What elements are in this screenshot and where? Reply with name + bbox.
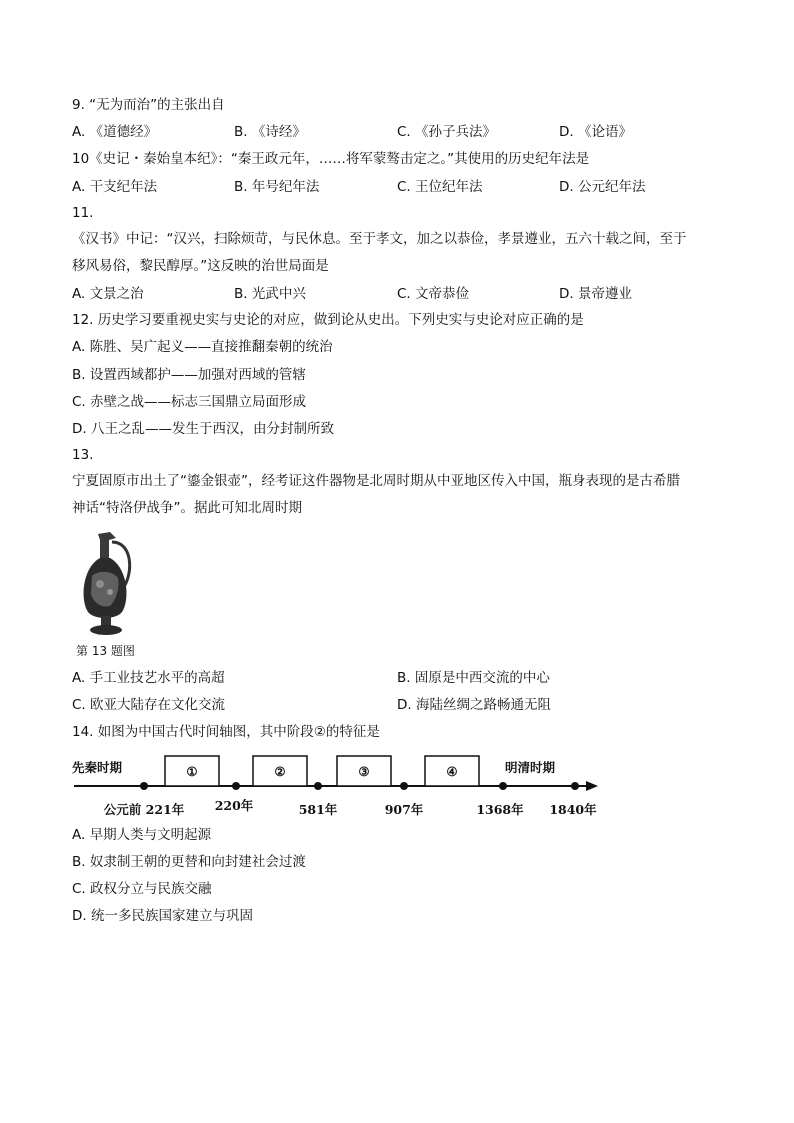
q11-option-c: C. 文帝恭俭 — [397, 286, 470, 302]
q13-option-c: C. 欧亚大陆存在文化交流 — [72, 697, 226, 713]
timeline-tick-6: 1840年 — [549, 802, 597, 817]
history-timeline — [70, 748, 610, 828]
timeline-tick-5: 1368年 — [476, 802, 524, 817]
q12-option-c: C. 赤壁之战——标志三国鼎立局面形成 — [72, 394, 307, 410]
q14-stem: 14. 如图为中国古代时间轴图，其中阶段②的特征是 — [72, 724, 380, 740]
timeline-arrow-icon — [586, 781, 598, 791]
q13-option-a: A. 手工业技艺水平的高超 — [72, 670, 225, 686]
timeline-tick-4: 907年 — [384, 802, 424, 817]
timeline-tick-2: 220年 — [214, 798, 254, 813]
q9-option-c: C. 《孙子兵法》 — [397, 124, 497, 140]
timeline-dot-1 — [140, 782, 148, 790]
q9-option-b: B. 《诗经》 — [234, 124, 306, 140]
q14-option-c: C. 政权分立与民族交融 — [72, 881, 212, 897]
q12-option-b: B. 设置西域都护——加强对西域的管辖 — [72, 367, 306, 383]
timeline-dot-3 — [314, 782, 322, 790]
q9-option-a: A. 《道德经》 — [72, 124, 158, 140]
timeline-right-label: 明清时期 — [505, 760, 556, 775]
q12-option-d: D. 八王之乱——发生于西汉，由分封制所致 — [72, 421, 334, 437]
q9-stem: 9. “无为而治”的主张出自 — [72, 97, 225, 113]
timeline-tick-3: 581年 — [298, 802, 338, 817]
q13-number: 13. — [72, 447, 94, 463]
timeline-dot-6 — [571, 782, 579, 790]
q12-stem: 12. 历史学习要重视史实与史论的对应，做到论从史出。下列史实与史论对应正确的是 — [72, 312, 584, 328]
timeline-dot-4 — [400, 782, 408, 790]
q13-stem-line2: 神话“特洛伊战争”。据此可知北周时期 — [72, 500, 302, 516]
timeline-dot-2 — [232, 782, 240, 790]
q11-option-b: B. 光武中兴 — [234, 286, 306, 302]
q11-stem-line2: 移风易俗，黎民醇厚。”这反映的治世局面是 — [72, 258, 329, 274]
q14-option-a: A. 早期人类与文明起源 — [72, 827, 212, 843]
q10-option-b: B. 年号纪年法 — [234, 179, 320, 195]
timeline-box-1-label: ① — [186, 764, 198, 779]
timeline-tick-1: 公元前 221年 — [103, 802, 185, 817]
timeline-box-2-label: ② — [274, 764, 286, 779]
q11-stem-line1: 《汉书》中记：“汉兴，扫除烦苛，与民休息。至于孝文，加之以恭俭，孝景遵业，五六十载之间，至于 — [72, 231, 687, 247]
timeline-left-label: 先秦时期 — [72, 760, 123, 775]
q10-stem: 10《史记・秦始皇本纪》：“秦王政元年，……将军蒙骜击定之。”其使用的历史纪年法是 — [72, 151, 590, 167]
timeline-box-3-label: ③ — [358, 764, 370, 779]
q12-option-a: A. 陈胜、吴广起义——直接推翻秦朝的统治 — [72, 339, 333, 355]
q14-option-b: B. 奴隶制王朝的更替和向封建社会过渡 — [72, 854, 306, 870]
timeline-box-4-label: ④ — [446, 764, 458, 779]
gilt-silver-ewer-image — [76, 528, 138, 640]
q13-option-b: B. 固原是中西交流的中心 — [397, 670, 550, 686]
q11-option-d: D. 景帝遵业 — [559, 286, 632, 302]
q10-option-d: D. 公元纪年法 — [559, 179, 646, 195]
q13-option-d: D. 海陆丝绸之路畅通无阻 — [397, 697, 551, 713]
q11-number: 11. — [72, 205, 94, 221]
timeline-dot-5 — [499, 782, 507, 790]
figure-caption: 第 13 题图 — [76, 644, 135, 658]
q13-stem-line1: 宁夏固原市出土了“鎏金银壶”，经考证这件器物是北周时期从中亚地区传入中国，瓶身表现的是古希腊 — [72, 473, 680, 489]
q10-option-c: C. 王位纪年法 — [397, 179, 483, 195]
q11-option-a: A. 文景之治 — [72, 286, 144, 302]
q9-option-d: D. 《论语》 — [559, 124, 632, 140]
q10-option-a: A. 干支纪年法 — [72, 179, 158, 195]
q14-option-d: D. 统一多民族国家建立与巩固 — [72, 908, 253, 924]
